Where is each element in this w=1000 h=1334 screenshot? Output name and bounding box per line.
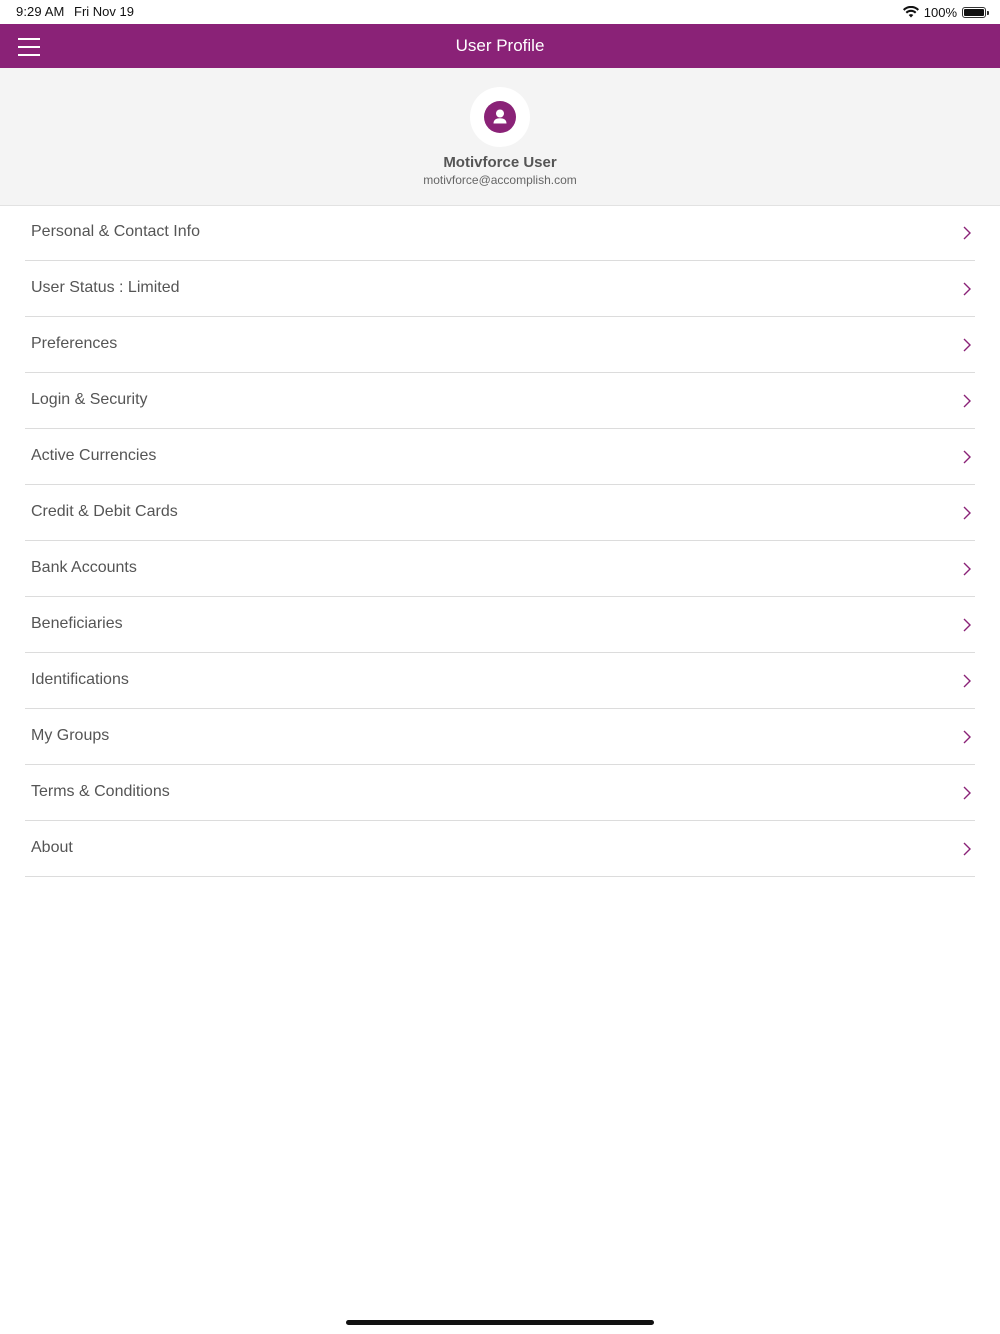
profile-menu-list	[0, 205, 1000, 877]
menu-item-preferences[interactable]	[25, 317, 975, 373]
menu-item-label: My Groups	[31, 727, 110, 744]
menu-item-bank-accounts[interactable]	[25, 541, 975, 597]
profile-header	[0, 68, 1000, 206]
user-name: Motivforce User	[443, 154, 557, 171]
menu-item-terms-conditions[interactable]	[25, 765, 975, 821]
menu-item-personal-contact-info[interactable]	[25, 205, 975, 261]
chevron-right-icon	[961, 505, 973, 521]
battery-icon	[962, 7, 986, 18]
menu-item-my-groups[interactable]	[25, 709, 975, 765]
menu-item-about[interactable]	[25, 821, 975, 877]
chevron-right-icon	[961, 617, 973, 633]
chevron-right-icon	[961, 785, 973, 801]
menu-item-label: Personal & Contact Info	[31, 223, 200, 240]
wifi-icon	[903, 6, 919, 18]
chevron-right-icon	[961, 449, 973, 465]
menu-item-label: Credit & Debit Cards	[31, 503, 178, 520]
menu-item-credit-debit-cards[interactable]	[25, 485, 975, 541]
menu-item-user-status[interactable]	[25, 261, 975, 317]
chevron-right-icon	[961, 673, 973, 689]
status-time: 9:29 AM	[16, 4, 65, 19]
menu-item-label: Identifications	[31, 671, 129, 688]
battery-level	[964, 9, 984, 16]
menu-item-label: Active Currencies	[31, 447, 157, 464]
page-title: User Profile	[455, 36, 545, 55]
chevron-right-icon	[961, 337, 973, 353]
menu-item-beneficiaries[interactable]	[25, 597, 975, 653]
status-right	[903, 3, 986, 21]
menu-item-identifications[interactable]	[25, 653, 975, 709]
home-indicator[interactable]	[346, 1320, 654, 1325]
battery-percentage: 100%	[923, 4, 957, 20]
menu-item-label: Beneficiaries	[31, 615, 123, 632]
avatar[interactable]	[470, 87, 530, 147]
nav-bar	[0, 24, 1000, 68]
chevron-right-icon	[961, 225, 973, 241]
user-email: motivforce@accomplish.com	[423, 173, 577, 187]
menu-item-label: User Status : Limited	[31, 279, 180, 296]
menu-item-label: About	[31, 839, 73, 856]
chevron-right-icon	[961, 841, 973, 857]
chevron-right-icon	[961, 561, 973, 577]
user-avatar-icon	[484, 101, 516, 133]
menu-item-label: Bank Accounts	[31, 559, 137, 576]
chevron-right-icon	[961, 393, 973, 409]
chevron-right-icon	[961, 281, 973, 297]
battery-cap	[987, 11, 989, 15]
menu-item-label: Login & Security	[31, 391, 148, 408]
status-date: Fri Nov 19	[74, 4, 134, 19]
menu-item-label: Preferences	[31, 335, 118, 352]
chevron-right-icon	[961, 729, 973, 745]
status-bar	[0, 0, 1000, 24]
person-icon	[484, 101, 516, 133]
menu-item-label: Terms & Conditions	[31, 783, 170, 800]
menu-item-login-security[interactable]	[25, 373, 975, 429]
menu-item-active-currencies[interactable]	[25, 429, 975, 485]
